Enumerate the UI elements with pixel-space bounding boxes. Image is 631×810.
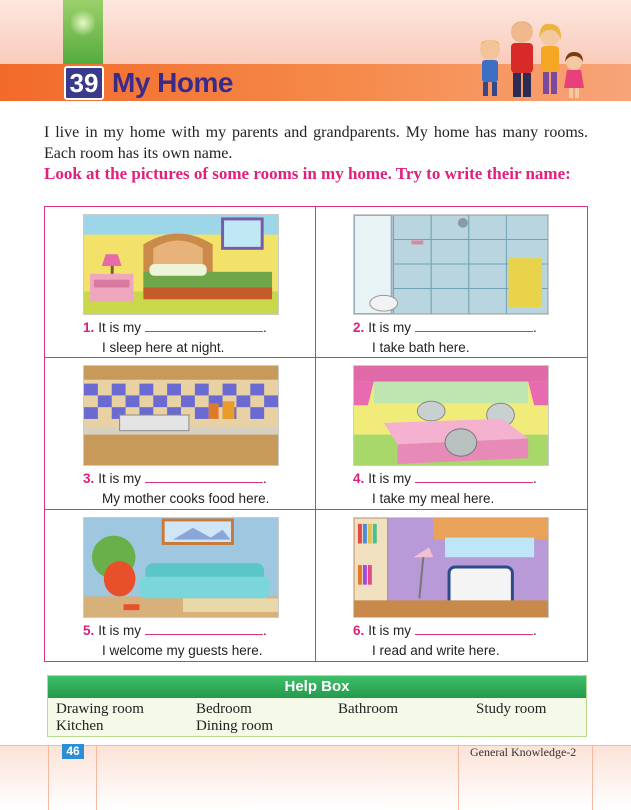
answer-blank[interactable] — [415, 320, 533, 332]
question-prompt: It is my — [98, 471, 142, 487]
question-prompt: It is my — [98, 320, 142, 335]
help-word: Kitchen — [56, 718, 104, 734]
answer-blank[interactable] — [415, 471, 533, 483]
question-cell — [45, 510, 316, 661]
dining-room-picture — [353, 365, 549, 466]
question-prompt: It is my — [98, 622, 142, 638]
help-word: Study room — [476, 701, 547, 717]
question-end: . — [533, 320, 537, 335]
question-line — [83, 623, 267, 638]
instruction-text: Look at the pictures of some rooms in my home. Try to write their name: — [44, 164, 571, 183]
study-room-picture — [353, 517, 549, 618]
question-line — [353, 623, 537, 638]
question-prompt: It is my — [368, 471, 412, 487]
question-hint: I take my meal here. — [372, 491, 495, 507]
footer-guide-line — [48, 745, 49, 810]
book-title: General Knowledge-2 — [470, 745, 577, 759]
help-box-title: Help Box — [48, 676, 586, 698]
question-end: . — [533, 471, 537, 487]
question-end: . — [263, 622, 267, 638]
question-cell — [316, 207, 587, 358]
answer-blank[interactable] — [415, 623, 533, 635]
question-line — [83, 471, 267, 486]
question-number: 3. — [83, 471, 95, 487]
question-hint: I read and write here. — [372, 642, 500, 658]
question-line — [353, 320, 537, 335]
question-number: 1. — [83, 320, 95, 335]
answer-blank[interactable] — [145, 623, 263, 635]
help-word: Dining room — [196, 718, 274, 734]
question-cell — [45, 207, 316, 358]
question-hint: I take bath here. — [372, 340, 470, 355]
question-line — [353, 471, 537, 486]
footer-guide-line — [96, 745, 97, 810]
page-number: 46 — [62, 744, 84, 759]
question-end: . — [263, 320, 267, 335]
question-hint: I welcome my guests here. — [102, 642, 263, 658]
question-prompt: It is my — [368, 320, 412, 335]
exercise-grid — [44, 206, 588, 662]
lesson-number: 39 — [64, 66, 104, 100]
header-green-tab — [63, 0, 103, 70]
page-title: My Home — [112, 67, 233, 98]
footer-guide-line — [458, 745, 459, 810]
bedroom-picture — [83, 214, 279, 315]
help-word: Bedroom — [196, 701, 252, 717]
footer-guide-line — [592, 745, 593, 810]
question-line — [83, 320, 267, 335]
question-number: 6. — [353, 622, 365, 638]
question-number: 5. — [83, 622, 95, 638]
help-word: Drawing room — [56, 701, 144, 717]
help-box — [47, 675, 587, 737]
bathroom-picture — [353, 214, 549, 315]
question-hint: I sleep here at night. — [102, 340, 225, 355]
answer-blank[interactable] — [145, 471, 263, 483]
question-cell — [316, 358, 587, 509]
answer-blank[interactable] — [145, 320, 263, 332]
question-number: 4. — [353, 471, 365, 487]
drawing-room-picture — [83, 517, 279, 618]
help-word: Bathroom — [338, 701, 398, 717]
question-end: . — [533, 622, 537, 638]
kitchen-picture — [83, 365, 279, 466]
question-hint: My mother cooks food here. — [102, 491, 270, 507]
question-end: . — [263, 471, 267, 487]
family-illustration — [470, 10, 590, 102]
question-number: 2. — [353, 320, 365, 335]
intro-paragraph: I live in my home with my parents and grandparents. My home has many rooms. Each room has its own name. — [44, 124, 588, 162]
question-prompt: It is my — [368, 622, 412, 638]
question-cell — [316, 510, 587, 661]
question-cell — [45, 358, 316, 509]
